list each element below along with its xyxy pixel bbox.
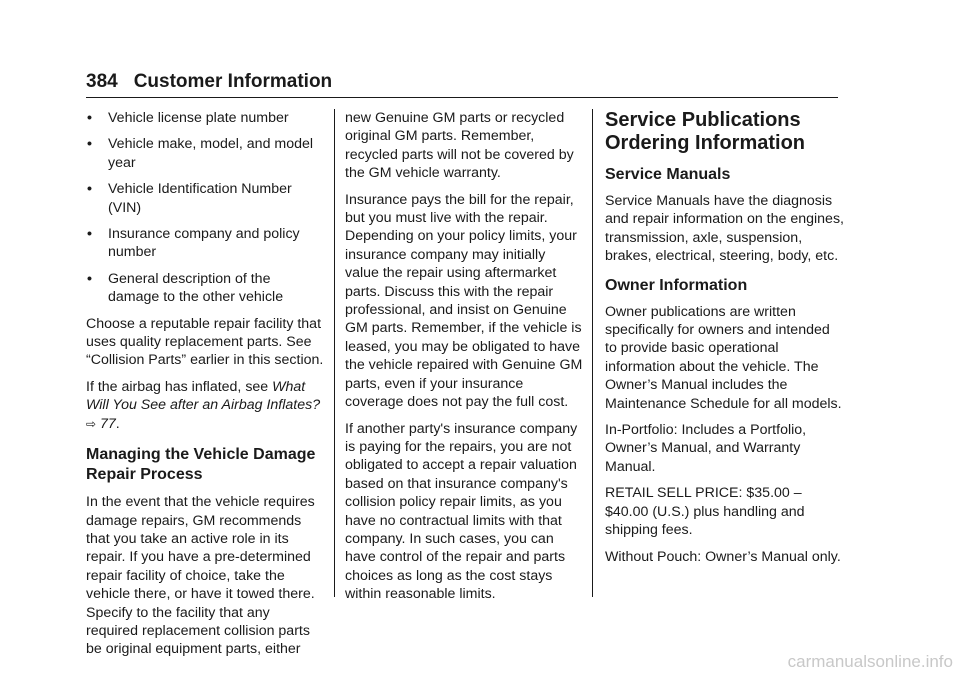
service-manuals-paragraph: Service Manuals have the diagnosis and repair information on the engines, transmission, axle, suspension, brakes, electrical, steering, body, etc. [605,193,844,265]
column-divider-left [334,109,335,597]
page-reference-arrow-icon: ⇨ [86,416,97,431]
subsection-heading: Service Manuals [605,166,731,183]
column-divider-right [592,109,593,597]
column-right [605,109,845,574]
bullet-icon: • [87,110,92,126]
owner-publications-paragraph: Owner publications are written specifically for owners and intended to provide basic operational information about the vehicle. The Owner’s Manual includes the Maintenance Schedule for all models. [605,303,842,412]
retail-price-paragraph: RETAIL SELL PRICE: $35.00 – $40.00 (U.S.) plus handling and shipping fees. [605,485,805,539]
genuine-parts-paragraph: new Genuine GM parts or recycled original GM parts. Remember, recycled parts will not be covered by the GM vehicle warranty. [345,110,574,182]
insurance-paragraph: Insurance pays the bill for the repair, but you must live with the repair. Depending on your policy limits, your insurance company may initially value the repair using aftermarket parts. Discuss this with the repair professional, and insist on Genuine GM parts. Remember, if the vehicle is leased, you may be obligated to have the vehicle repaired with Genuine GM parts, even if your insurance coverage does not pay the full cost. [345,191,583,411]
watermark: carmanualsonline.info [787,652,953,671]
bullet-icon: • [87,226,92,243]
list-item: • Vehicle Identification Number (VIN) [87,181,292,216]
section-heading: Managing the Vehicle Damage Repair Process [86,446,316,484]
list-item: • Vehicle license plate number [87,110,289,126]
bullet-icon: • [87,136,92,153]
repair-facility-paragraph: Choose a reputable repair facility that uses quality replacement parts. See “Collision Parts” earlier in this section. [86,315,324,369]
bullet-icon: • [87,181,92,198]
airbag-paragraph: If the airbag has inflated, see What Will You See after an Airbag Inflates? ⇨ 77. [86,378,321,432]
column-middle [345,109,583,612]
list-item: • Vehicle make, model, and model year [87,136,314,171]
page-reference[interactable]: 77 [100,415,116,432]
list-item: • General description of the damage to the other vehicle [87,270,284,306]
subsection-heading: Owner Information [605,276,748,294]
damage-repair-paragraph: In the event that the vehicle requires damage repairs, GM recommends that you take an active role in its repair. If you have a pre-determined repair facility of choice, take the vehicle there, or have it towed there. Specify to the facility that any required replacement collision parts be original equipment parts, either [86,494,315,658]
section-heading: Service Publications Ordering Information [605,109,805,154]
page-number: 384 [86,71,118,92]
without-pouch-paragraph: Without Pouch: Owner’s Manual only. [605,548,841,565]
column-left [86,109,324,667]
page-header [86,71,838,98]
section-title: Customer Information [133,71,333,92]
list-item: • Insurance company and policy number [87,226,300,261]
in-portfolio-paragraph: In-Portfolio: Includes a Portfolio, Owner’s Manual, and Warranty Manual. [605,422,807,475]
bullet-icon: • [87,270,92,287]
cross-reference-link[interactable]: What Will You See after an Airbag Inflates? [86,378,321,414]
third-party-insurance-paragraph: If another party's insurance company is paying for the repairs, you are not obligated to accept a repair valuation based on that insurance company's collision policy repair limits, as you have no contractual limits with that company. In such cases, you can have control of the repair and parts choices as long as the cost stays within reasonable limits. [345,420,578,603]
info-list [86,109,324,307]
